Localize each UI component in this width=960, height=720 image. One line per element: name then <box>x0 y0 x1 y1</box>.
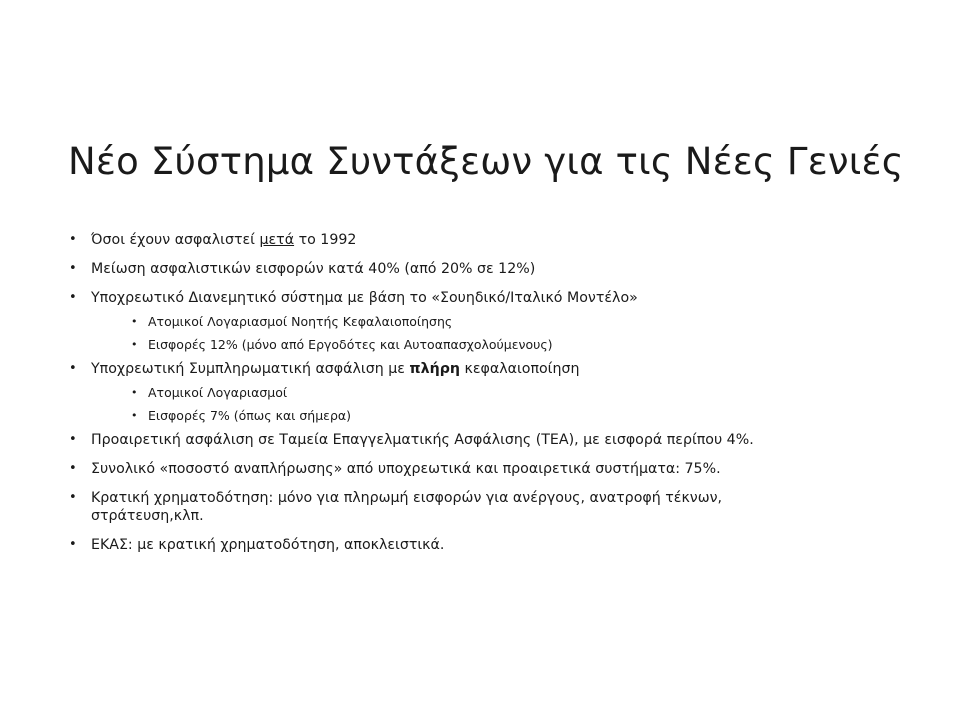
bullet-text: το 1992 <box>294 232 357 248</box>
bullet-insured-after-1992 <box>68 231 908 249</box>
bullet-optional-insurance: • Προαιρετική ασφάλιση σε Ταμεία Επαγγελματικής Ασφάλισης (ΤΕΑ), με εισφορά περίπου 4%. <box>68 431 908 449</box>
sub-bullet-list <box>91 314 908 353</box>
sub-bullet-list <box>91 385 908 424</box>
bullet-contribution-reduction: • Μείωση ασφαλιστικών εισφορών κατά 40% (από 20% σε 12%) <box>68 260 908 278</box>
bullet-mandatory-distributive <box>68 289 908 353</box>
bullet-list <box>68 231 908 565</box>
sub-bullet: • Ατομικοί Λογαριασμοί Νοητής Κεφαλαιοποίησης <box>91 314 908 330</box>
bullet-text: Υποχρεωτικό Διανεμητικό σύστημα με βάση το «Σουηδικό/Ιταλικό Μοντέλο» <box>91 290 638 306</box>
bullet-text-line: • Κρατική χρηματοδότηση: μόνο για πληρωμή εισφορών για ανέργους, ανατροφή τέκνων, <box>91 490 723 506</box>
bullet-text: Υποχρεωτική Συμπληρωματική ασφάλιση με <box>91 361 410 377</box>
bullet-replacement-rate: • Συνολικό «ποσοστό αναπλήρωσης» από υποχρεωτικά και προαιρετικά συστήματα: 75%. <box>68 460 908 478</box>
sub-bullet: • Ατομικοί Λογαριασμοί <box>91 385 908 401</box>
slide-title: Νέο Σύστημα Συντάξεων για τις Νέες Γενιές <box>68 140 904 183</box>
bullet-text: Όσοι έχουν ασφαλιστεί <box>91 232 260 248</box>
bullet-ekas: • ΕΚΑΣ: με κρατική χρηματοδότηση, αποκλειστικά. <box>68 536 908 554</box>
bullet-state-funding <box>68 489 908 525</box>
bullet-text-line: στράτευση,κλπ. <box>91 508 204 524</box>
bullet-text: κεφαλαιοποίηση <box>459 361 580 377</box>
bold-word: πλήρη <box>409 361 460 377</box>
sub-bullet: • Εισφορές 7% (όπως και σήμερα) <box>91 408 908 424</box>
sub-bullet: • Εισφορές 12% (μόνο από Εργοδότες και Αυτοαπασχολούμενους) <box>91 337 908 353</box>
underlined-word: μετά <box>259 232 295 248</box>
bullet-mandatory-supplementary <box>68 360 908 424</box>
